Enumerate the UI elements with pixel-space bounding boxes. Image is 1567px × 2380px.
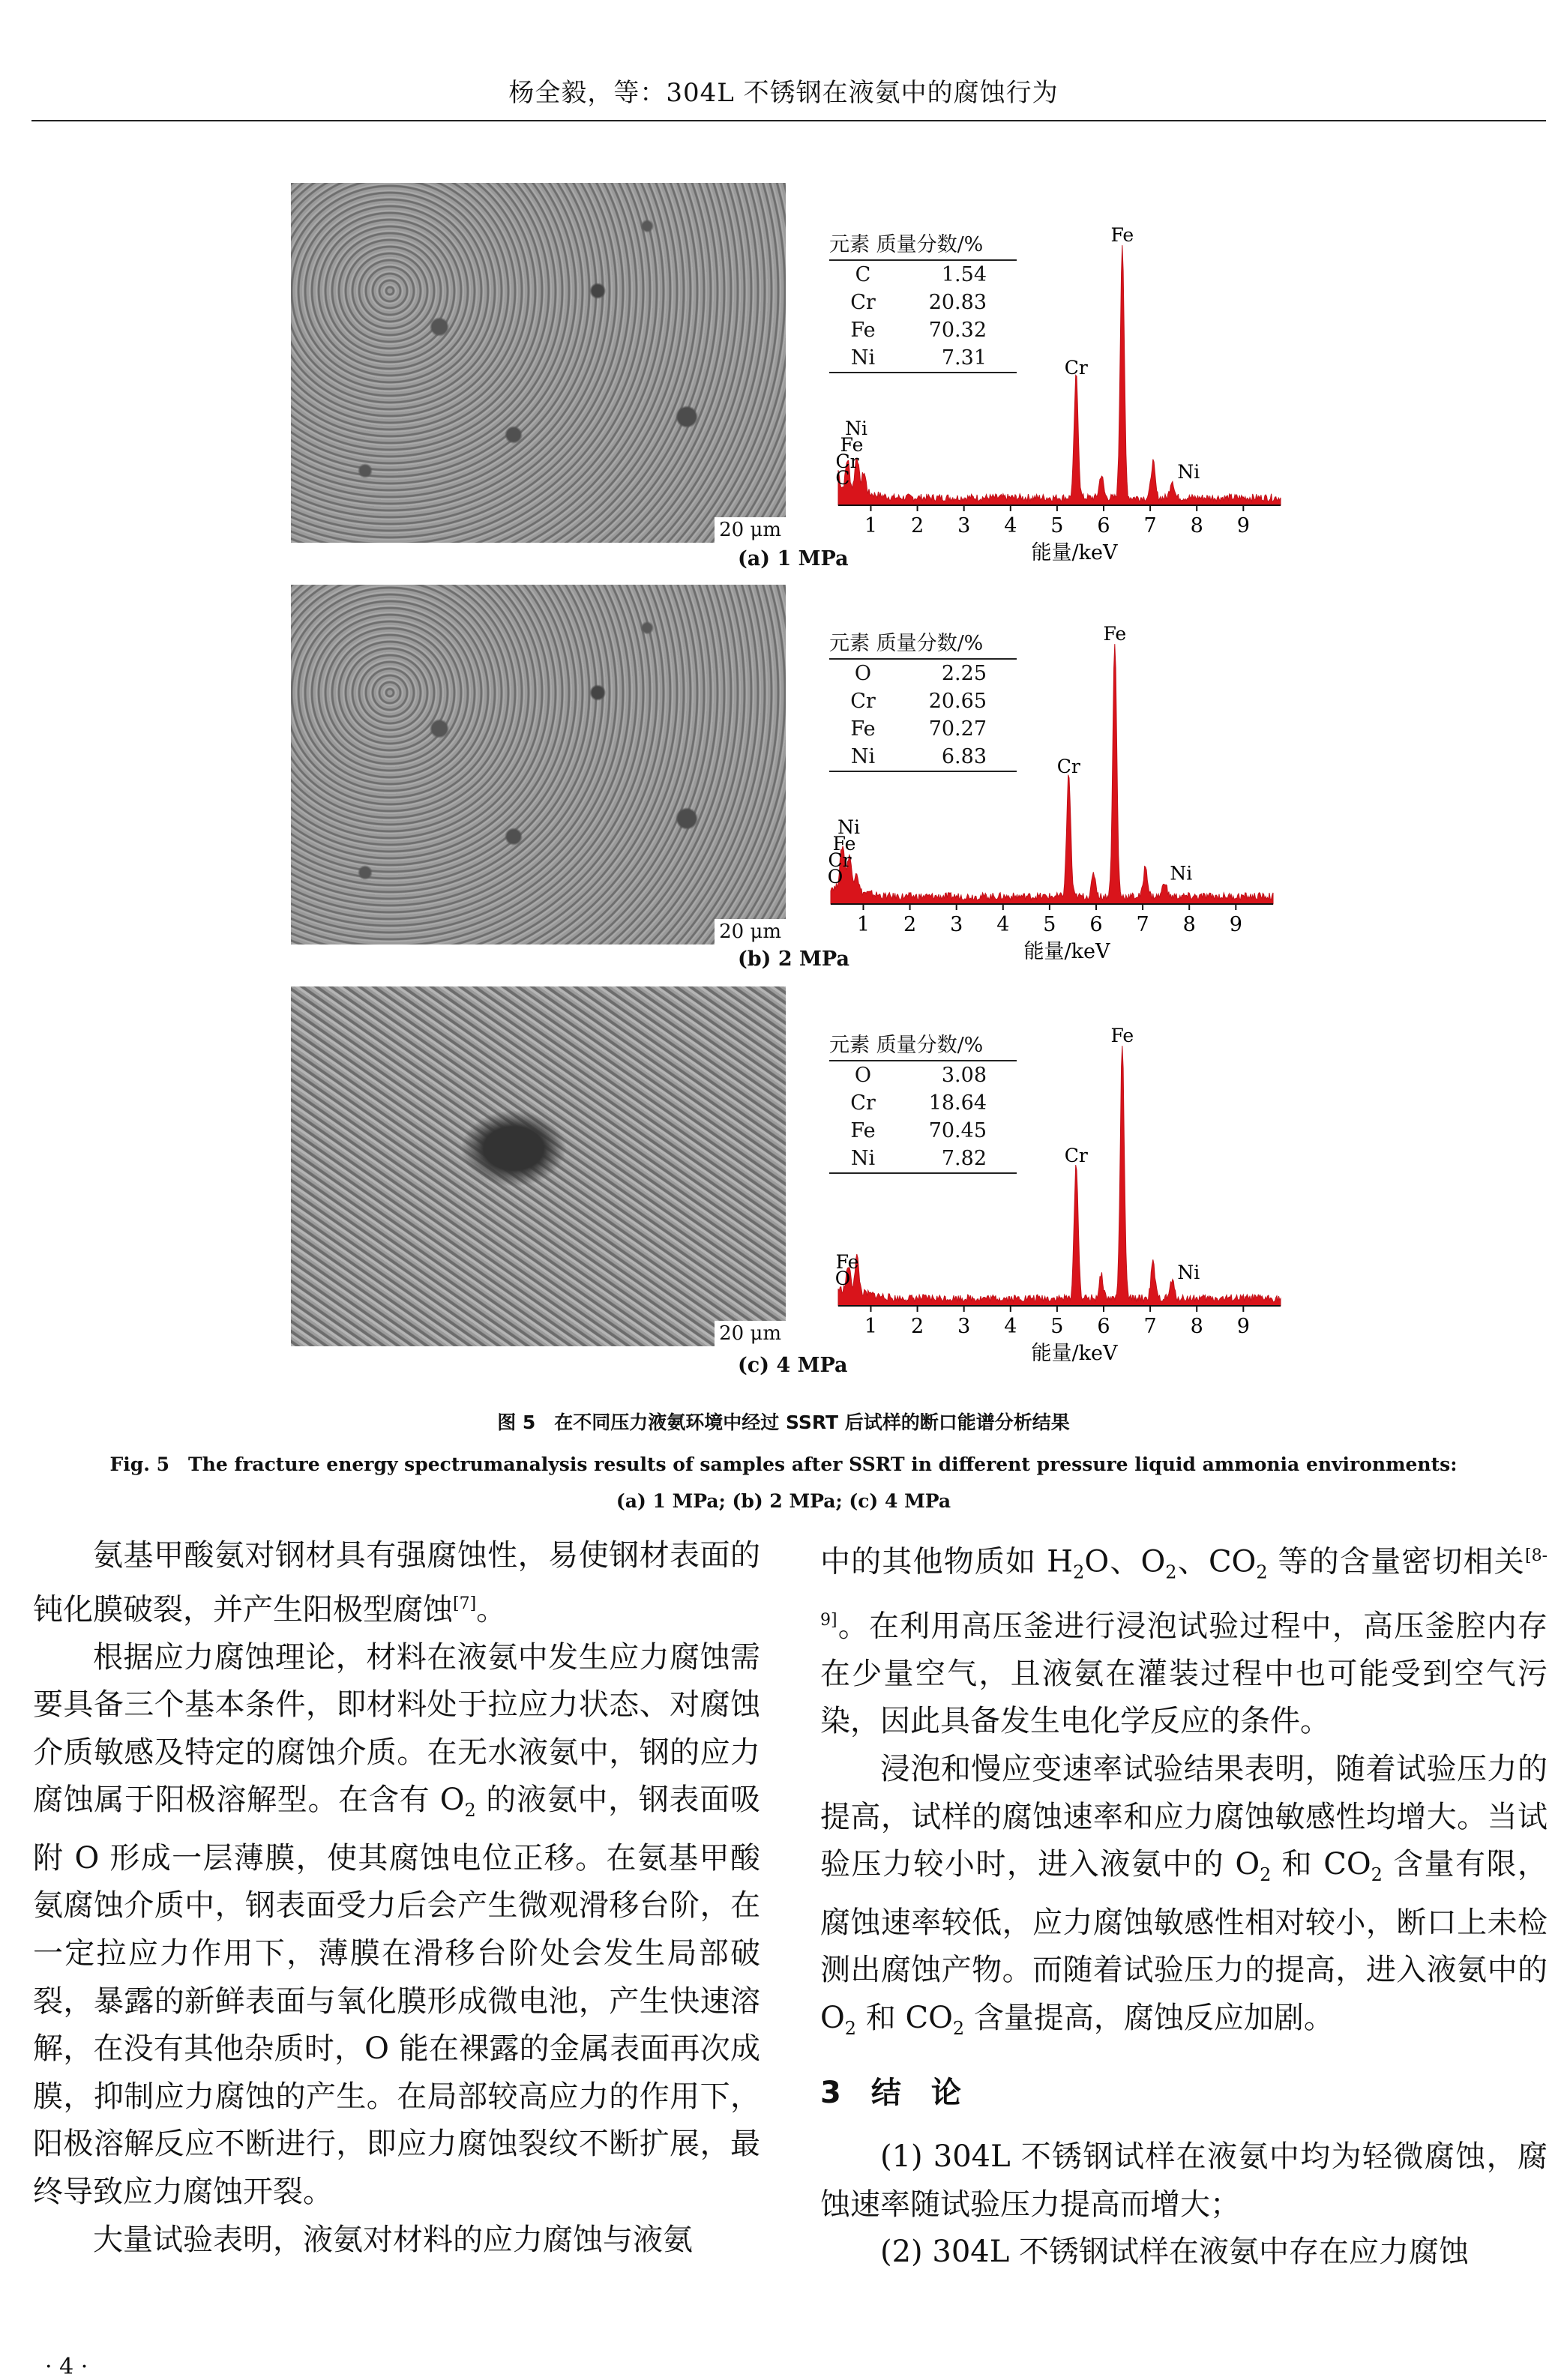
element-cell: Cr xyxy=(850,1091,876,1115)
peak-label: Ni xyxy=(845,418,867,439)
page-number: · 4 · xyxy=(45,2354,88,2380)
value-cell: 1.54 xyxy=(941,263,987,286)
value-cell: 3.08 xyxy=(941,1064,987,1087)
x-tick-label: 2 xyxy=(910,514,924,537)
peak-label: Cr xyxy=(835,451,859,472)
element-cell: O xyxy=(854,662,872,685)
x-tick-label: 2 xyxy=(903,913,917,936)
figure-subtitle-en: (a) 1 MPa; (b) 2 MPa; (c) 4 MPa xyxy=(616,1490,951,1512)
running-header: 杨全毅，等：304L 不锈钢在液氨中的腐蚀行为 xyxy=(508,78,1059,108)
x-tick-label: 8 xyxy=(1190,514,1203,537)
x-tick-label: 2 xyxy=(910,1315,924,1338)
table-header-c: 元素 质量分数/% xyxy=(829,1028,1017,1061)
value-cell: 70.27 xyxy=(928,717,987,741)
peak-label: Cr xyxy=(828,849,852,871)
spectrum-trace xyxy=(838,245,1281,505)
table-header-b: 元素 质量分数/% xyxy=(829,627,1017,660)
x-tick-label: 6 xyxy=(1097,514,1110,537)
right-column xyxy=(820,1532,1548,2277)
spectrum-trace xyxy=(835,1046,1281,1306)
peak-label: O xyxy=(827,866,843,888)
header-rule xyxy=(31,120,1546,121)
x-tick-label: 1 xyxy=(864,514,878,537)
element-cell: C xyxy=(855,263,871,286)
conclusion-item: (2) 304L 不锈钢试样在液氨中存在应力腐蚀 xyxy=(880,2235,1469,2270)
scale-bar-a: 20 μm xyxy=(715,517,786,543)
peak-label: Ni xyxy=(1177,1262,1200,1284)
x-tick-label: 7 xyxy=(1143,1315,1157,1338)
value-cell: 18.64 xyxy=(928,1091,987,1115)
spectrum-chart-c xyxy=(816,1013,1296,1366)
x-tick-label: 4 xyxy=(1004,1315,1017,1338)
paragraph: 根据应力腐蚀理论，材料在液氨中发生应力腐蚀需要具备三个基本条件，即材料处于拉应力状态、对腐蚀介质敏感及特定的腐蚀介质。在无水液氨中，钢的应力腐蚀属于阳极溶解型。在含有 $O_2$ 的液氨中，钢表面吸附 O 形成一层薄膜，使其腐蚀电位正移。在氨基甲酸氨腐蚀介质中，钢表面受力后会产生微观滑移台阶，在一定拉应力作用下，薄膜在滑移台阶处会发生局部破裂，暴露的新鲜表面与氧化膜形成微电池，产生快速溶解，在没有其他杂质时，O 能在裸露的金属表面再次成膜，抑制应力腐蚀的产生。在局部较高应力的作用下，阳极溶解反应不断进行，即应力腐蚀裂纹不断扩展，最终导致应力腐蚀开裂。 xyxy=(33,1639,760,2210)
peak-label: Fe xyxy=(835,1251,859,1273)
paragraph: 氨基甲酸氨对钢材具有强腐蚀性，易使钢材表面的钝化膜破裂，并产生阳极型腐蚀[7]。 xyxy=(33,1538,760,1627)
x-tick-label: 9 xyxy=(1229,913,1242,936)
x-axis-label: 能量/keV xyxy=(1031,1342,1118,1365)
x-tick-label: 9 xyxy=(1236,1315,1250,1338)
element-cell: Ni xyxy=(850,1147,876,1170)
x-tick-label: 1 xyxy=(864,1315,878,1338)
peak-label: Ni xyxy=(837,816,860,838)
element-cell: Ni xyxy=(850,346,876,370)
panel-caption-b: (b) 2 MPa xyxy=(738,948,849,971)
panel-caption-c: (c) 4 MPa xyxy=(738,1354,848,1377)
sem-image-c xyxy=(291,986,786,1346)
element-cell: O xyxy=(854,1064,872,1087)
x-axis-label: 能量/keV xyxy=(1031,541,1118,564)
figure-title-cn: 图 5 在不同压力液氨环境中经过 SSRT 后试样的断口能谱分析结果 xyxy=(497,1412,1070,1433)
x-tick-label: 5 xyxy=(1043,913,1056,936)
x-tick-label: 3 xyxy=(957,514,971,537)
x-tick-label: 6 xyxy=(1097,1315,1110,1338)
citation: [8-9] xyxy=(820,1546,1548,1630)
scale-bar-c: 20 μm xyxy=(715,1321,786,1346)
left-column xyxy=(33,1532,760,2264)
peak-label: Cr xyxy=(1064,356,1088,379)
x-tick-label: 8 xyxy=(1182,913,1196,936)
peak-label: Ni xyxy=(1177,461,1200,483)
spectrum-chart-b xyxy=(808,612,1288,964)
figure-title-en: Fig. 5 The fracture energy spectrumanalysis results of samples after SSRT in different pressure liquid ammonia environments: xyxy=(109,1453,1458,1475)
peak-label: C xyxy=(835,467,850,489)
x-tick-label: 6 xyxy=(1089,913,1103,936)
value-cell: 20.65 xyxy=(928,690,987,713)
value-cell: 7.31 xyxy=(941,346,987,370)
x-tick-label: 8 xyxy=(1190,1315,1203,1338)
value-cell: 7.82 xyxy=(941,1147,987,1170)
spectrum-chart-a xyxy=(816,213,1296,565)
x-tick-label: 7 xyxy=(1136,913,1149,936)
peak-label: Fe xyxy=(840,434,864,456)
sem-image-a xyxy=(291,183,786,543)
element-cell: Fe xyxy=(850,717,876,741)
figure-panel-b xyxy=(291,585,1296,989)
paragraph: 中的其他物质如 $H_2O$、$O_2$、$CO_2$ 等的含量密切相关[8-9]。在利用高压釜进行浸泡试验过程中，高压釜腔内存在少量空气，且液氨在灌装过程中也可能受到空气污染，因此具备发生电化学反应的条件。 xyxy=(820,1544,1548,1739)
x-tick-label: 4 xyxy=(1004,514,1017,537)
element-cell: Cr xyxy=(850,690,876,713)
peak-label: Cr xyxy=(1064,1144,1088,1166)
value-cell: 2.25 xyxy=(941,662,987,685)
element-cell: Fe xyxy=(850,319,876,342)
scale-bar-b: 20 μm xyxy=(715,919,786,945)
value-cell: 6.83 xyxy=(941,745,987,768)
x-tick-label: 5 xyxy=(1050,514,1064,537)
x-tick-label: 3 xyxy=(957,1315,971,1338)
element-cell: Ni xyxy=(850,745,876,768)
figure-panel-c xyxy=(291,986,1296,1391)
peak-label: Ni xyxy=(1170,862,1193,885)
paragraph: 浸泡和慢应变速率试验结果表明，随着试验压力的提高，试样的腐蚀速率和应力腐蚀敏感性均增大。当试验压力较小时，进入液氨中的 $O_2$ 和 $CO_2$ 含量有限，腐蚀速率较低，应力腐蚀敏感性相对较小，断口上未检测出腐蚀产物。而随着试验压力的提高，进入液氨中的 $O_2$ 和 $CO_2$ 含量提高，腐蚀反应加剧。 xyxy=(820,1752,1548,2039)
paragraph: 大量试验表明，液氨对材料的应力腐蚀与液氨 xyxy=(93,2222,693,2257)
sem-image-b xyxy=(291,585,786,945)
x-tick-label: 5 xyxy=(1050,1315,1064,1338)
x-tick-label: 4 xyxy=(996,913,1010,936)
value-cell: 20.83 xyxy=(928,291,987,314)
x-tick-label: 3 xyxy=(950,913,963,936)
x-tick-label: 9 xyxy=(1236,514,1250,537)
peak-label: Fe xyxy=(1110,1025,1134,1046)
peak-label: Fe xyxy=(1103,623,1127,645)
section-heading: 3 结 论 xyxy=(820,2075,961,2110)
element-cell: Cr xyxy=(850,291,876,314)
x-axis-label: 能量/keV xyxy=(1023,940,1110,963)
x-tick-label: 7 xyxy=(1143,514,1157,537)
spectrum-trace xyxy=(831,644,1273,904)
conclusion-item: (1) 304L 不锈钢试样在液氨中均为轻微腐蚀，腐蚀速率随试验压力提高而增大； xyxy=(820,2139,1548,2222)
table-header-a: 元素 质量分数/% xyxy=(829,228,1017,261)
value-cell: 70.32 xyxy=(928,319,987,342)
peak-label: Fe xyxy=(832,833,856,855)
citation: [7] xyxy=(453,1594,477,1613)
panel-caption-a: (a) 1 MPa xyxy=(738,547,849,570)
element-cell: Fe xyxy=(850,1119,876,1142)
x-tick-label: 1 xyxy=(856,913,870,936)
figure-panel-a xyxy=(291,183,1296,588)
value-cell: 70.45 xyxy=(928,1119,987,1142)
peak-label: Fe xyxy=(1110,224,1134,246)
peak-label: O xyxy=(834,1268,851,1289)
peak-label: Cr xyxy=(1056,755,1080,777)
